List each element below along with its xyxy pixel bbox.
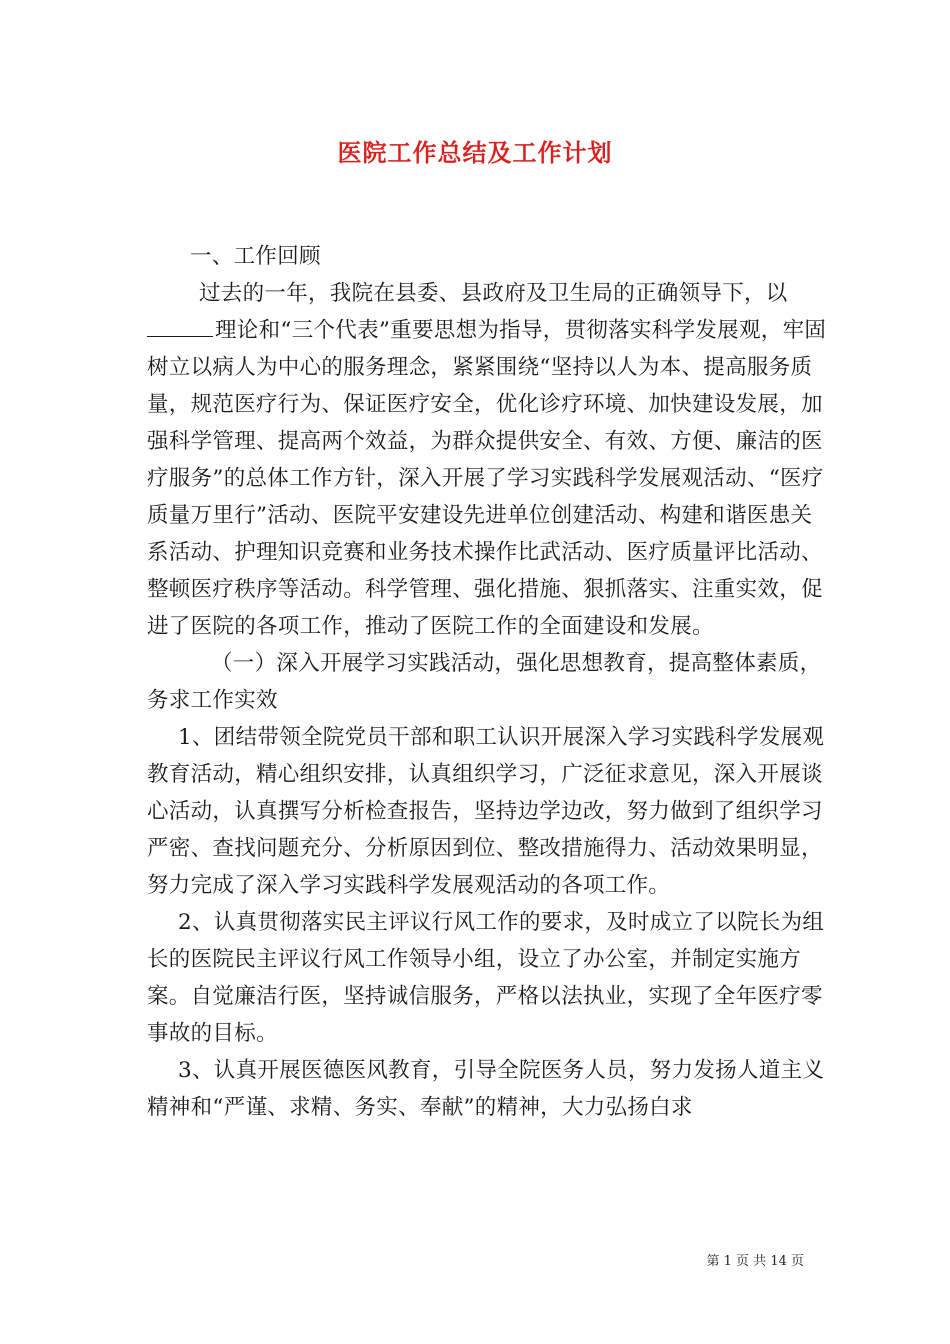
document-title: 医院工作总结及工作计划 (337, 138, 613, 167)
subsection-heading: （一）深入开展学习实践活动，强化思想教育，提高整体素质，务求工作实效 (147, 651, 822, 713)
page-number: 第 1 页 共 14 页 (706, 1254, 804, 1269)
list-item-2: 2、认真贯彻落实民主评议行风工作的要求，及时成立了以院长为组长的医院民主评议行风工作领导小组，设立了办公室，并制定实施方案。自觉廉洁行医，坚持诚信服务，严格以法执业，实现了全年医疗零事故的目标。 (147, 910, 825, 1046)
section-heading: 一、工作回顾 (190, 244, 321, 269)
list-item-3: 3、认真开展医德医风教育，引导全院医务人员，努力发扬人道主义精神和“严谨、求精、务实、奉献”的精神，大力弘扬白求 (147, 1058, 825, 1120)
blank-underline (147, 314, 213, 337)
document-body (147, 238, 829, 1126)
list-item-1: 1、团结带领全院党员干部和职工认识开展深入学习实践科学发展观教育活动，精心组织安排，认真组织学习，广泛征求意见，深入开展谈心活动，认真撰写分析检查报告，坚持边学边改，努力做到了组织学习严密、查找问题充分、分析原因到位、整改措施得力、活动效果明显，努力完成了深入学习实践科学发展观活动的各项工作。 (147, 725, 825, 898)
intro-text-rest: 理论和“三个代表”重要思想为指导，贯彻落实科学发展观，牢固树立以病人为中心的服务理念，紧紧围绕“坚持以人为本、提高服务质量，规范医疗行为、保证医疗安全，优化诊疗环境、加快建设发展，加强科学管理、提高两个效益，为群众提供安全、有效、方便、廉洁的医疗服务”的总体工作方针，深入开展了学习实践科学发展观活动、“医疗质量万里行”活动、医院平安建设先进单位创建活动、构建和谐医患关系活动、护理知识竞赛和业务技术操作比武活动、医疗质量评比活动、整顿医疗秩序等活动。科学管理、强化措施、狠抓落实、注重实效，促进了医院的各项工作，推动了医院工作的全面建设和发展。 (147, 318, 827, 639)
intro-paragraph (147, 275, 829, 645)
intro-text-start: 过去的一年，我院在县委、县政府及卫生局的正确领导下，以 (199, 281, 788, 306)
